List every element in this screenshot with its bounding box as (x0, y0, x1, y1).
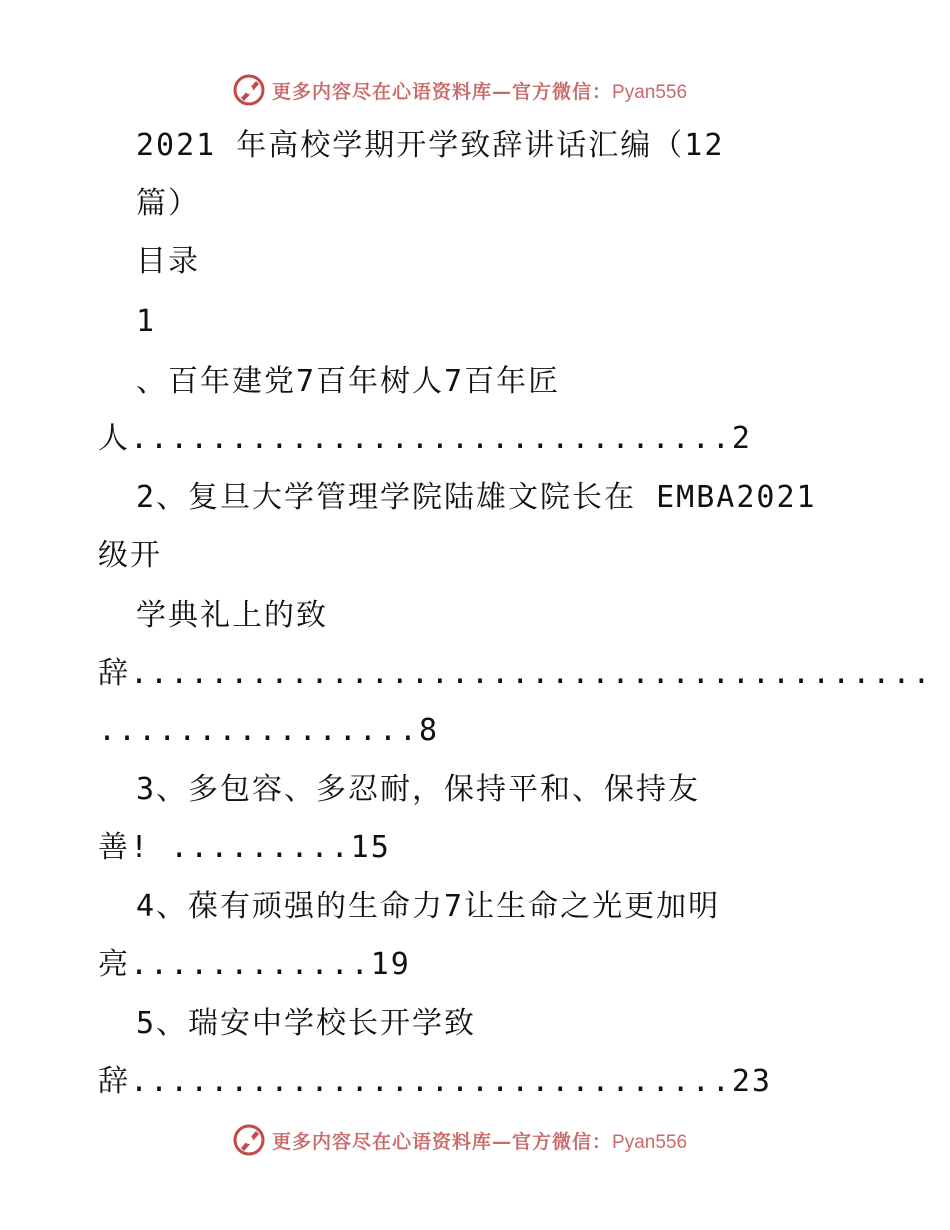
banner-text: 更多内容尽在心语资料库—官方微信：Pyan556 (272, 80, 688, 103)
banner-text: 更多内容尽在心语资料库—官方微信：Pyan556 (272, 1130, 688, 1153)
toc-entry-2-line-2: 级开 (98, 538, 162, 573)
toc-entry-5-line-2: 辞..............................23 (98, 1064, 772, 1099)
toc-entry-3-line-1: 3、多包容、多忍耐，保持平和、保持友 (136, 772, 701, 807)
banner-handle: Pyan556 (612, 81, 688, 103)
toc-entry-2-line-5: ................8 (98, 713, 440, 748)
toc-entry-2-line-4: 辞........................................ (98, 656, 933, 691)
logo-icon (232, 73, 266, 107)
toc-entry-3-line-2: 善! .........15 (98, 830, 391, 865)
banner-handle: Pyan556 (612, 1131, 688, 1153)
toc-entry-1-line-1: 1 (136, 304, 157, 339)
toc-entry-5-line-1: 5、瑞安中学校长开学致 (136, 1006, 477, 1041)
header-banner (232, 70, 687, 110)
document-title-line-2: 篇） (136, 186, 200, 221)
toc-heading: 目录 (136, 244, 200, 279)
document-title-line-1: 2021 年高校学期开学致辞讲话汇编（12 (136, 128, 725, 163)
logo-icon (232, 1123, 266, 1157)
footer-banner (232, 1120, 687, 1160)
toc-entry-1-line-2: 、百年建党7百年树人7百年匠 (136, 364, 561, 399)
toc-entry-2-line-3: 学典礼上的致 (136, 598, 328, 633)
toc-entry-4-line-2: 亮............19 (98, 947, 411, 982)
toc-entry-2-line-1: 2、复旦大学管理学院陆雄文院长在 EMBA2021 (136, 480, 817, 515)
toc-entry-1-line-3: 人..............................2 (98, 421, 752, 456)
toc-entry-4-line-1: 4、葆有顽强的生命力7让生命之光更加明 (136, 889, 721, 924)
